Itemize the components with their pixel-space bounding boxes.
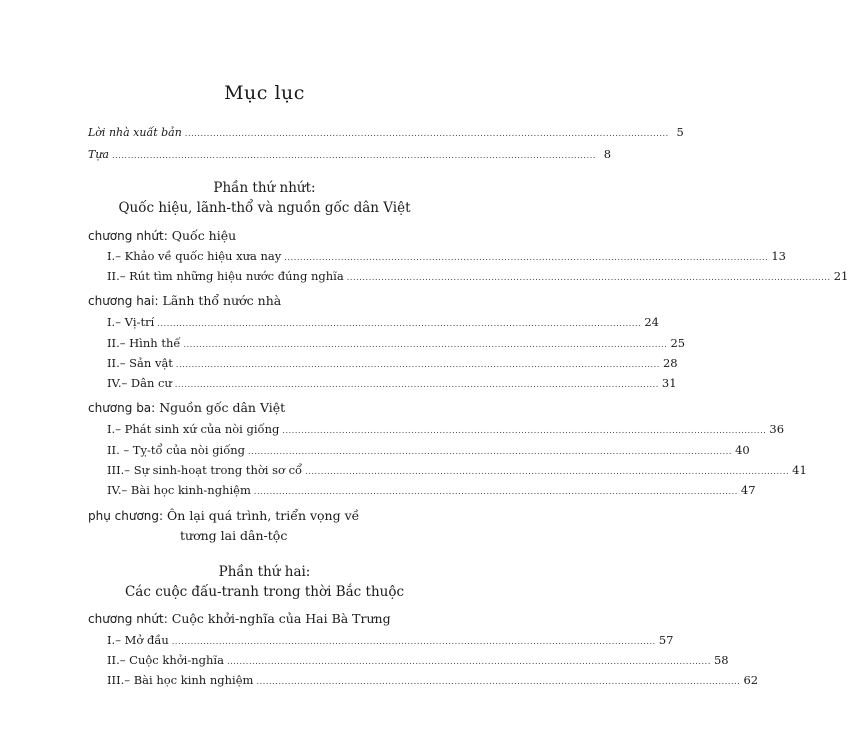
dot-leader: .......................................................................................................................................................... <box>248 447 733 456</box>
toc-entry-preface[interactable] <box>88 146 612 164</box>
chapter-heading[interactable] <box>88 399 285 417</box>
chapter-label: chương nhứt: <box>88 229 168 243</box>
toc-entry[interactable] <box>107 462 807 480</box>
chapter-title: Ôn lại quá trình, triển vọng về <box>167 508 360 523</box>
toc-entry[interactable] <box>107 672 759 690</box>
toc-entry-label: I.– Vị-trí <box>107 315 155 329</box>
toc-entry-label: I.– Mở đầu <box>107 633 169 647</box>
part2-subheading: Các cuộc đấu-tranh trong thời Bắc thuộc <box>124 584 405 600</box>
toc-entry-label: II.– Sản vật <box>107 356 173 370</box>
toc-page-number: 47 <box>740 483 756 497</box>
toc-entry-publisher-note[interactable] <box>88 124 684 142</box>
toc-entry-label: III.– Bài học kinh nghiệm <box>107 673 254 687</box>
toc-entry-label: IV.– Bài học kinh-nghiệm <box>107 483 251 497</box>
toc-entry[interactable] <box>107 248 786 266</box>
dot-leader: .......................................................................................................................................................... <box>111 151 597 160</box>
dot-leader: .......................................................................................................................................................... <box>305 467 790 476</box>
appendix-title-continued: tương lai dân-tộc <box>180 528 288 543</box>
toc-page-number: 21 <box>833 269 848 283</box>
dot-leader: .......................................................................................................................................................... <box>171 637 656 646</box>
toc-entry[interactable] <box>107 375 677 393</box>
toc-page-number: 57 <box>658 633 674 647</box>
dot-leader: .......................................................................................................................................................... <box>184 129 669 138</box>
dot-leader: .......................................................................................................................................................... <box>346 273 831 282</box>
dot-leader: .......................................................................................................................................................... <box>175 360 660 369</box>
chapter-label: chương nhứt: <box>88 612 168 626</box>
dot-leader: .......................................................................................................................................................... <box>226 657 711 666</box>
page-title: Mục lục <box>224 82 305 104</box>
chapter-heading[interactable] <box>88 292 281 310</box>
toc-entry-label: I.– Khảo về quốc hiệu xưa nay <box>107 249 282 263</box>
toc-entry-label: IV.– Dân cư <box>107 376 172 390</box>
toc-page-number: 24 <box>644 315 659 329</box>
toc-entry[interactable] <box>107 442 750 460</box>
toc-entry[interactable] <box>107 652 729 670</box>
chapter-title: Lãnh thổ nước nhà <box>162 293 282 308</box>
chapter-heading[interactable] <box>88 610 391 628</box>
dot-leader: .......................................................................................................................................................... <box>253 487 738 496</box>
chapter-title: Cuộc khởi-nghĩa của Hai Bà Trưng <box>171 611 391 626</box>
chapter-label: phụ chương: <box>88 509 164 523</box>
chapter-label: chương ba: <box>88 401 156 415</box>
toc-page-number: 40 <box>735 443 750 457</box>
toc-entry-label: Lời nhà xuất bản <box>88 126 182 139</box>
toc-page-number: 31 <box>661 376 677 390</box>
toc-page-number: 8 <box>603 147 612 161</box>
chapter-label: chương hai: <box>88 294 159 308</box>
toc-entry[interactable] <box>107 482 756 500</box>
toc-page-number: 58 <box>713 653 729 667</box>
toc-entry[interactable] <box>107 314 659 332</box>
chapter-heading[interactable] <box>88 227 236 245</box>
chapter-title: Nguồn gốc dân Việt <box>159 400 286 415</box>
toc-entry-label: II.– Rút tìm những hiệu nước đúng nghĩa <box>107 269 344 283</box>
toc-page-number: 5 <box>676 125 684 139</box>
part2-heading: Phần thứ hai: <box>218 564 311 580</box>
toc-entry-label: III.– Sự sinh-hoạt trong thời sơ cổ <box>107 463 303 477</box>
toc-page-number: 25 <box>670 336 686 350</box>
toc-entry-label: I.– Phát sinh xứ của nòi giống <box>107 422 280 436</box>
toc-entry[interactable] <box>107 632 674 650</box>
chapter-title: Quốc hiệu <box>171 228 237 243</box>
dot-leader: .......................................................................................................................................................... <box>284 253 769 262</box>
part1-heading: Phần thứ nhứt: <box>213 180 316 196</box>
toc-entry[interactable] <box>107 355 678 373</box>
toc-entry[interactable] <box>107 335 686 353</box>
dot-leader: .......................................................................................................................................................... <box>256 677 741 686</box>
dot-leader: .......................................................................................................................................................... <box>183 340 668 349</box>
toc-entry-label: II.– Cuộc khởi-nghĩa <box>107 653 224 667</box>
toc-entry-label: II.– Hình thế <box>107 336 181 350</box>
toc-page-number: 28 <box>662 356 678 370</box>
toc-entry[interactable] <box>107 268 848 286</box>
dot-leader: .......................................................................................................................................................... <box>157 319 642 328</box>
toc-page-number: 41 <box>792 463 807 477</box>
part1-subheading: Quốc hiệu, lãnh-thổ và nguồn gốc dân Việt <box>118 200 411 216</box>
toc-page-number: 36 <box>769 422 785 436</box>
toc-page-number: 13 <box>771 249 786 263</box>
toc-entry-label: II. – Tỵ-tổ của nòi giống <box>107 443 246 457</box>
dot-leader: .......................................................................................................................................................... <box>174 380 659 389</box>
toc-entry[interactable] <box>107 421 785 439</box>
toc-page-number: 62 <box>743 673 759 687</box>
dot-leader: .......................................................................................................................................................... <box>282 426 767 435</box>
toc-entry-label: Tựa <box>88 148 109 161</box>
appendix-heading[interactable] <box>88 507 359 525</box>
